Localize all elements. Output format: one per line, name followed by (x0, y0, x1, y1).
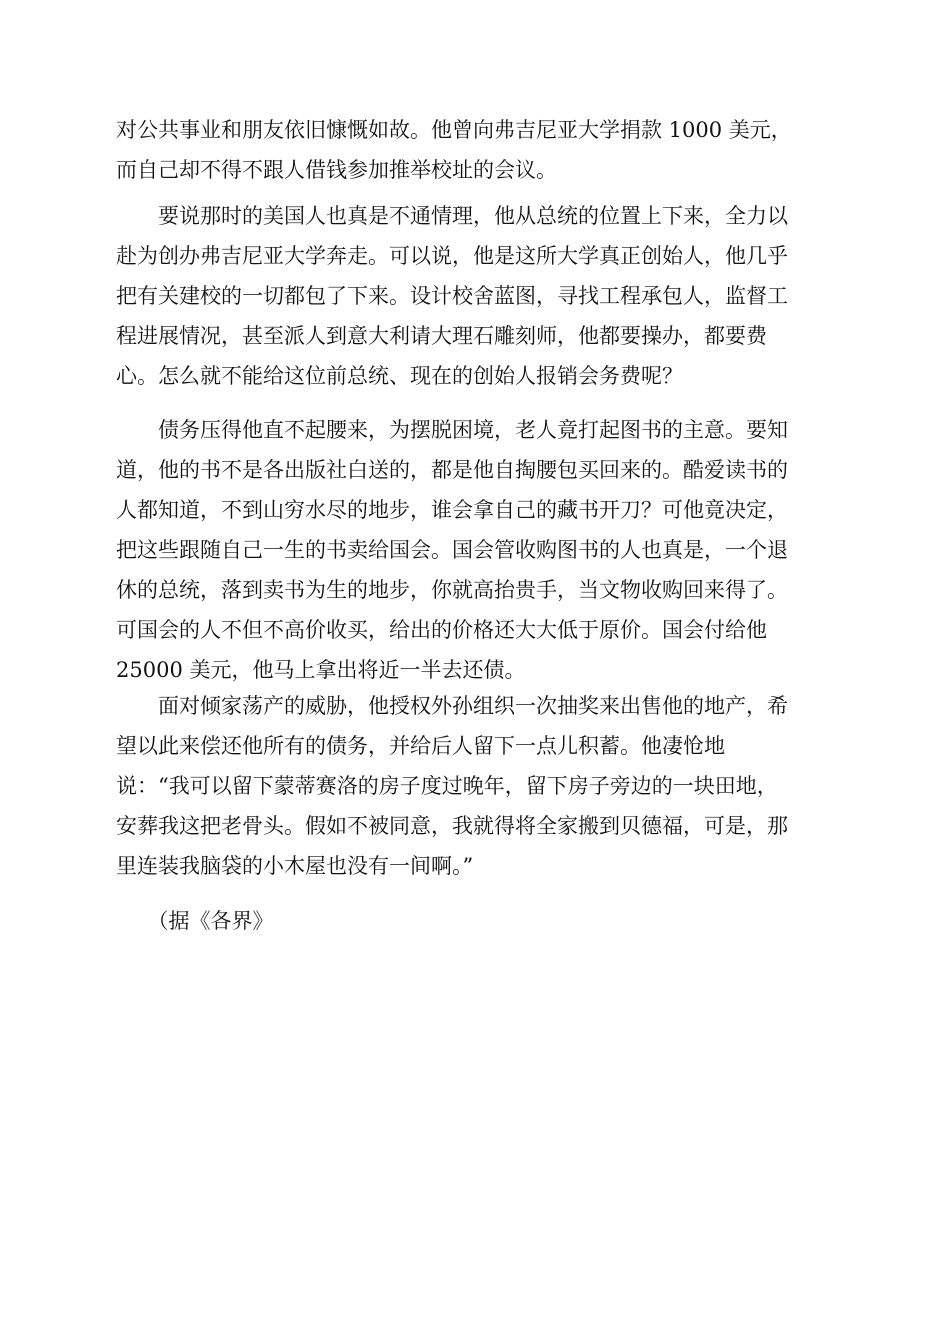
paragraph-line: 心。怎么就不能给这位前总统、现在的创始人报销会务费呢？ (116, 364, 683, 388)
paragraph-line: 里连装我脑袋的小木屋也没有一间啊。” (116, 854, 474, 878)
paragraph-selling-books (116, 410, 836, 690)
paragraph-lottery (116, 686, 836, 886)
paragraph-line: 25000 美元，他马上拿出将近一半去还债。 (116, 658, 526, 682)
paragraph-donation (116, 110, 836, 190)
paragraph-line: 债务压得他直不起腰来，为摆脱困境，老人竟打起图书的主意。要知 (116, 418, 788, 442)
paragraph-line: 把这些跟随自己一生的书卖给国会。国会管收购图书的人也真是，一个退 (116, 538, 788, 562)
source-citation: （据《各界》 (116, 909, 274, 933)
paragraph-university-founding (116, 196, 836, 396)
paragraph-line: 休的总统，落到卖书为生的地步，你就高抬贵手，当文物收购回来得了。 (116, 578, 788, 602)
source-note (116, 901, 836, 941)
paragraph-line: 人都知道，不到山穷水尽的地步，谁会拿自己的藏书开刀？可他竟决定， (116, 498, 788, 522)
paragraph-line: 说：“我可以留下蒙蒂赛洛的房子度过晚年，留下房子旁边的一块田地， (116, 774, 778, 798)
paragraph-line: 道，他的书不是各出版社白送的，都是他自掏腰包买回来的。酷爱读书的 (116, 458, 788, 482)
paragraph-line: 可国会的人不但不高价收买，给出的价格还大大低于原价。国会付给他 (116, 618, 767, 642)
paragraph-line: 程进展情况，甚至派人到意大利请大理石雕刻师，他都要操办，都要费 (116, 324, 767, 348)
paragraph-line: 把有关建校的一切都包了下来。设计校舍蓝图，寻找工程承包人，监督工 (116, 284, 788, 308)
paragraph-line: 望以此来偿还他所有的债务，并给后人留下一点儿积蓄。他凄怆地 (116, 734, 725, 758)
paragraph-line: 面对倾家荡产的威胁，他授权外孙组织一次抽奖来出售他的地产，希 (116, 694, 788, 718)
paragraph-line: 安葬我这把老骨头。假如不被同意，我就得将全家搬到贝德福，可是，那 (116, 814, 788, 838)
paragraph-line: 赴为创办弗吉尼亚大学奔走。可以说，他是这所大学真正创始人，他几乎 (116, 244, 788, 268)
paragraph-line: 对公共事业和朋友依旧慷慨如故。他曾向弗吉尼亚大学捐款 1000 美元， (116, 118, 792, 142)
paragraph-line: 而自己却不得不跟人借钱参加推举校址的会议。 (116, 158, 557, 182)
paragraph-line: 要说那时的美国人也真是不通情理，他从总统的位置上下来，全力以 (116, 204, 788, 228)
